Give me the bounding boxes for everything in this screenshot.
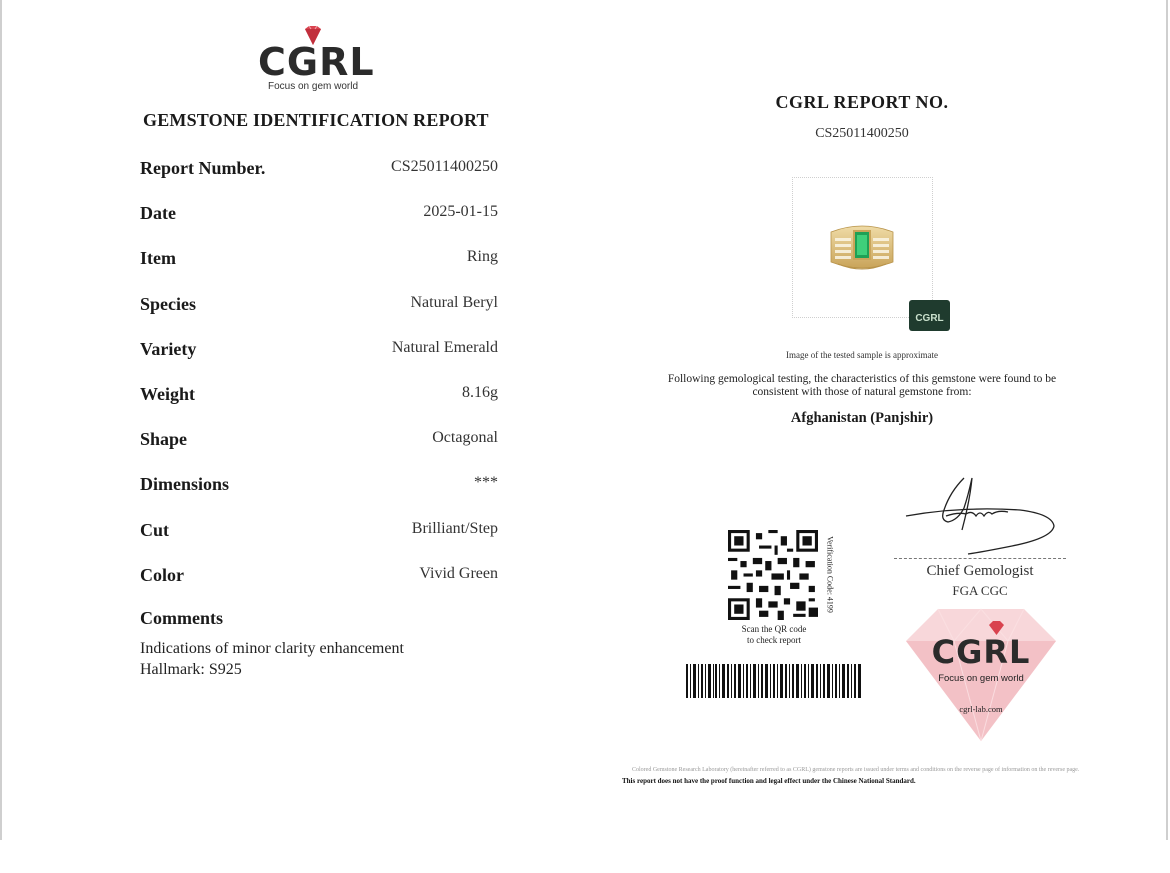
logo-tagline: Focus on gem world — [267, 81, 359, 92]
field-label: Species — [140, 293, 196, 314]
field-label: Dimensions — [140, 474, 230, 495]
field-row-species — [140, 286, 498, 331]
scan-line: to check report — [747, 635, 801, 645]
field-label: Date — [140, 203, 176, 224]
field-row-cut — [140, 512, 498, 557]
field-label: Item — [140, 248, 176, 269]
field-value: Brilliant/Step — [411, 519, 498, 537]
scan-line: Scan the QR code — [741, 624, 807, 634]
field-label: Weight — [140, 383, 196, 404]
field-value: Octagonal — [432, 429, 498, 447]
field-value: Natural Emerald — [391, 338, 498, 356]
field-row-variety — [140, 331, 498, 376]
field-label: Shape — [140, 429, 188, 450]
barcode-icon — [686, 664, 861, 698]
field-value: Ring — [466, 248, 498, 266]
comments-text — [140, 638, 404, 680]
field-label: Variety — [140, 338, 197, 359]
origin-value: Afghanistan (Panjshir) — [790, 410, 934, 426]
field-row-date — [140, 195, 498, 240]
verification-code: Verification Code: 4199 — [825, 536, 835, 613]
fine-print: Colored Gemstone Research Laboratory (hereinafter referred to as CGRL) gemstone reports are issued under terms and conditions on the reverse page of information on the reverse page. — [632, 767, 1080, 773]
field-label: Color — [140, 564, 184, 585]
field-row-weight — [140, 376, 498, 421]
disclaimer: This report does not have the proof function and legal effect under the Chinese National Standard. — [622, 777, 916, 785]
comment-line: Hallmark: S925 — [140, 661, 242, 678]
field-label: Report Number. — [140, 158, 266, 178]
stamp-tagline: Focus on gem world — [938, 673, 1024, 684]
stamp-url[interactable]: cgrl-lab.com — [959, 704, 1003, 714]
photo-badge: CGRL — [909, 300, 950, 331]
logo-text: CGRL — [258, 40, 375, 84]
scan-instructions — [714, 624, 834, 646]
field-value: CS25011400250 — [391, 158, 498, 175]
ring-image — [793, 178, 932, 317]
comment-line: Indications of minor clarity enhancement — [140, 640, 404, 657]
field-value: Natural Beryl — [410, 293, 498, 311]
finding-statement: Following gemological testing, the characteristics of this gemstone were found to be consistent with those of natural gemstone from: — [667, 373, 1057, 398]
field-value: *** — [474, 474, 498, 492]
sample-photo — [792, 177, 933, 318]
report-heading: GEMSTONE IDENTIFICATION REPORT — [143, 110, 489, 130]
field-value: Vivid Green — [419, 564, 498, 582]
field-value: 8.16g — [462, 383, 498, 401]
report-no-title: CGRL REPORT NO. — [775, 92, 949, 112]
field-label: Cut — [140, 519, 170, 540]
field-row-dimensions — [140, 466, 498, 511]
signature-image — [902, 470, 1062, 558]
report-fields — [140, 150, 498, 602]
field-row-item — [140, 240, 498, 285]
image-caption: Image of the tested sample is approximate — [786, 350, 938, 360]
stamp-logo-text: CGRL — [931, 633, 1031, 671]
signer-credentials: FGA CGC — [952, 583, 1008, 598]
signature-line — [894, 558, 1066, 559]
field-row-shape — [140, 421, 498, 466]
cgrl-logo — [258, 26, 375, 92]
field-row-color — [140, 557, 498, 602]
comments-label: Comments — [140, 608, 223, 628]
report-no-value: CS25011400250 — [815, 126, 909, 141]
field-value: 2025-01-15 — [423, 203, 498, 221]
signer-title: Chief Gemologist — [926, 563, 1034, 579]
qr-code-icon[interactable] — [728, 530, 818, 620]
field-row-report-number — [140, 150, 498, 195]
